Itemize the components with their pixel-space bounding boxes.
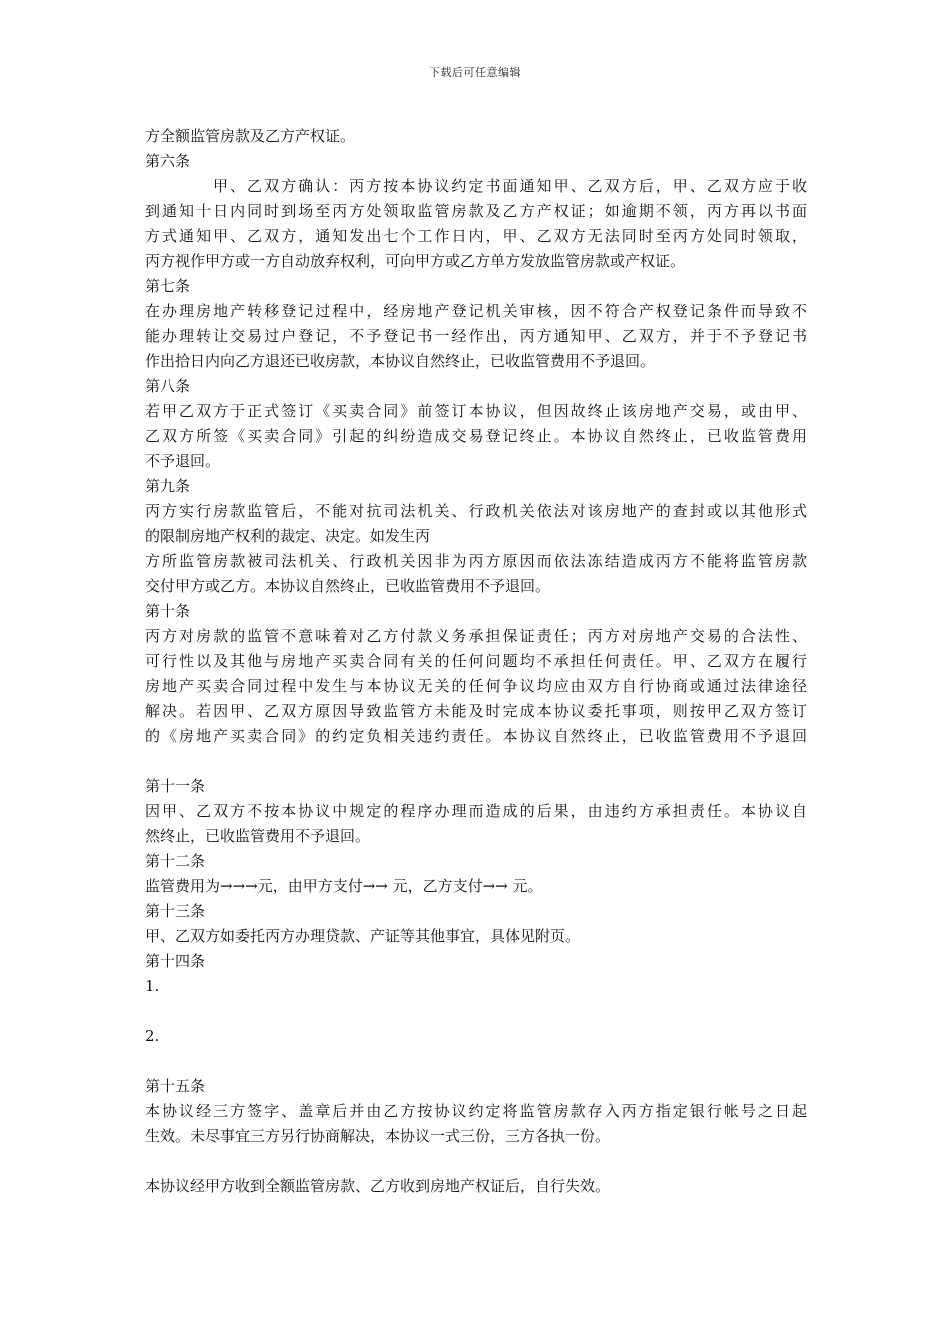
text-line: 可行性以及其他与房地产买卖合同有关的任何问题均不承担任何责任。甲、乙双方在履行 <box>145 652 807 670</box>
page-header: 下载后可任意编辑 <box>429 66 521 79</box>
text-line: 甲、乙双方确认：丙方按本协议约定书面通知甲、乙双方后，甲、乙双方应于收 <box>213 177 807 195</box>
text-line: 第十五条 <box>145 1077 206 1095</box>
text-line: 第八条 <box>145 377 191 395</box>
text-line: 1. <box>145 977 160 995</box>
text-line: 监管费用为→→→元，由甲方支付→→ 元，乙方支付→→ 元。 <box>145 877 543 895</box>
text-line: 生效。未尽事宜三方另行协商解决，本协议一式三份，三方各执一份。 <box>145 1127 611 1145</box>
text-line: 丙方对房款的监管不意味着对乙方付款义务承担保证责任；丙方对房地产交易的合法性、 <box>145 627 807 645</box>
text-line: 第十二条 <box>145 852 206 870</box>
text-line: 第六条 <box>145 152 191 170</box>
text-line: 第九条 <box>145 477 191 495</box>
text-line: 第七条 <box>145 277 191 295</box>
text-line: 交付甲方或乙方。本协议自然终止，已收监管费用不予退回。 <box>145 577 551 595</box>
text-line: 然终止，已收监管费用不予退回。 <box>145 827 371 845</box>
text-line: 不予退回。 <box>145 452 221 470</box>
text-line: 解决。若因甲、乙双方原因导致监管方未能及时完成本协议委托事项，则按甲乙双方签订 <box>145 702 807 720</box>
text-line: 因甲、乙双方不按本协议中规定的程序办理而造成的后果，由违约方承担责任。本协议自 <box>145 802 807 820</box>
text-line: 在办理房地产转移登记过程中，经房地产登记机关审核，因不符合产权登记条件而导致不 <box>145 302 807 320</box>
text-line: 到通知十日内同时到场至丙方处领取监管房款及乙方产权证；如逾期不领，丙方再以书面 <box>145 202 807 220</box>
text-line: 能办理转让交易过户登记，不予登记书一经作出，丙方通知甲、乙双方，并于不予登记书 <box>145 327 807 345</box>
blank-line <box>145 749 807 774</box>
text-line: 若甲乙双方于正式签订《买卖合同》前签订本协议，但因故终止该房地产交易，或由甲、 <box>145 402 807 420</box>
text-line: 第十一条 <box>145 777 206 795</box>
text-line: 2. <box>145 1027 160 1045</box>
text-line: 本协议经三方签字、盖章后并由乙方按协议约定将监管房款存入丙方指定银行帐号之日起 <box>145 1102 807 1120</box>
text-line: 的《房地产买卖合同》的约定负相关违约责任。本协议自然终止，已收监管费用不予退回 <box>145 727 807 745</box>
text-line: 方所监管房款被司法机关、行政机关因非为丙方原因而依法冻结造成丙方不能将监管房款 <box>145 552 807 570</box>
document-body <box>145 124 807 1199</box>
text-line: 方全额监管房款及乙方产权证。 <box>145 127 356 145</box>
text-line: 乙双方所签《买卖合同》引起的纠纷造成交易登记终止。本协议自然终止，已收监管费用 <box>145 427 807 445</box>
blank-line <box>145 1149 807 1174</box>
text-line: 第十三条 <box>145 902 206 920</box>
text-line: 第十四条 <box>145 952 206 970</box>
text-line: 方式通知甲、乙双方，通知发出七个工作日内，甲、乙双方无法同时至丙方处同时领取， <box>145 227 807 245</box>
blank-line <box>145 1049 807 1074</box>
text-line: 丙方视作甲方或一方自动放弃权利，可向甲方或乙方单方发放监管房款或产权证。 <box>145 252 686 270</box>
text-line: 作出拾日内向乙方退还已收房款，本协议自然终止，已收监管费用不予退回。 <box>145 352 656 370</box>
text-line: 丙方实行房款监管后，不能对抗司法机关、行政机关依法对该房地产的查封或以其他形式 <box>145 502 807 520</box>
text-line: 甲、乙双方如委托丙方办理贷款、产证等其他事宜，具体见附页。 <box>145 927 581 945</box>
text-line: 房地产买卖合同过程中发生与本协议无关的任何争议均应由双方自行协商或通过法律途径 <box>145 677 807 695</box>
text-line: 第十条 <box>145 602 191 620</box>
blank-line <box>145 999 807 1024</box>
text-line: 的限制房地产权利的裁定、决定。如发生丙 <box>145 527 431 545</box>
text-line: 本协议经甲方收到全额监管房款、乙方收到房地产权证后，自行失效。 <box>145 1177 611 1195</box>
